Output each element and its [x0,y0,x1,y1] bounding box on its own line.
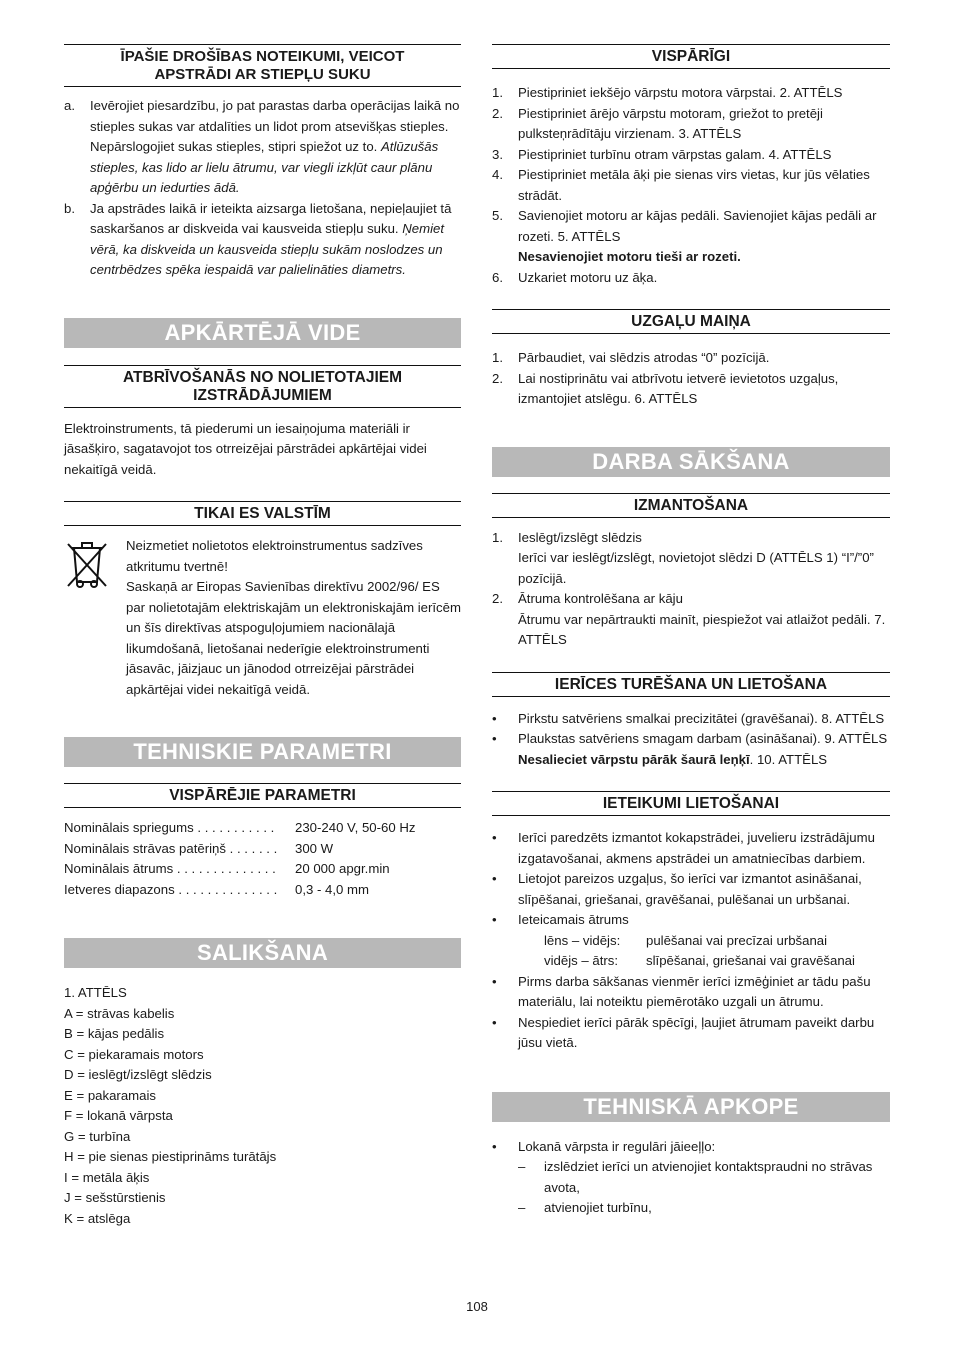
dash-item [492,1157,890,1198]
list-item [492,83,890,104]
part-item: A = strāvas kabelis [64,1005,175,1021]
bullet: • [492,912,497,927]
list-text: Piestipriniet ārējo vārpstu motoram, griežot to pretēji pulksteņrādītāju virzienam. 3. ATTĒLS [518,105,823,141]
dash-marker: – [518,1159,526,1174]
bullet: • [492,973,497,989]
list-title: Ātruma kontrolēšana ar kāju [518,591,683,606]
safety-item-text: Ja apstrādes laikā ir ieteikta aizsarga lietošana, nepieļaujiet tā saskaršanos ar diskveida vai kausveida stiepļu suku. [90,200,452,236]
weee-block [64,536,461,700]
list-item [492,104,890,145]
holding-heading: IERĪCES TURĒŠANA UN LIETOŠANA [492,672,890,697]
list-item [492,589,890,651]
bullet-text: Ierīci paredzēts izmantot kokapstrādei, juvelieru izstrādājumu izgatavošanai, akmens apstrādei un amatniecības darbiem. [518,830,875,866]
spec-row [64,818,461,839]
bullet: • [492,1014,497,1030]
left-column [64,44,461,1229]
bullet-text: Pirkstu satvēriens smalkai precizitātei (gravēšanai). 8. ATTĒLS [518,710,885,726]
part-item: G = turbīna [64,1128,131,1144]
list-item [492,145,890,166]
spec-row [64,839,461,860]
list-text: Savienojiet motoru ar kājas pedāli. Savienojiet kājas pedāli ar rozeti. 5. ATTĒLS [518,208,877,244]
environment-band: APKĀRTĒJĀ VIDE [64,318,461,348]
bullet: • [492,710,497,726]
bullet-text: Lokanā vārpsta ir regulāri jāieeļļo: [518,1138,716,1154]
speed-label: vidējs – ātrs: [544,953,619,968]
bullet-text: Pirms darba sākšanas vienmēr ierīci izmēģiniet ar tādu pašu materiālu, lai noteiktu piemērotāko uzgali un ātrumu. [518,973,871,1009]
safety-heading-line2: APSTRĀDI AR STIEPĻU SUKU [154,66,371,83]
list-text: Piestipriniet metāla āķi pie sienas virs vietas, kur jūs vēlaties strādāt. [518,167,870,203]
list-marker: 3. [492,146,503,162]
part-item: K = atslēga [64,1210,131,1226]
start-band: DARBA SĀKŠANA [492,447,890,477]
list-marker: b. [64,200,75,216]
speed-label: lēns – vidējs: [544,932,621,948]
bullet: • [492,1138,497,1154]
bullet: • [492,871,497,886]
spec-label: Nominālais spriegums . . . . . . . . . . . [64,820,275,835]
part-item: J = sešstūrstienis [64,1190,166,1205]
safety-item-b [64,199,461,281]
bullet-text: Plaukstas satvēriens smagam darbam (asināšanai). 9. ATTĒLS [518,731,888,746]
spec-row [64,859,461,880]
list-text: Pārbaudiet, vai slēdzis atrodas “0” pozīcijā. [518,350,770,365]
dash-text: izslēdziet ierīci un atvienojiet kontaktspraudni no strāvas avota, [544,1159,873,1195]
bullet-item [492,709,890,730]
bullet-text: Nespiediet ierīci pārāk spēcīgi, ļaujiet ātrumam paveikt darbu jūsu vietā. [518,1014,875,1050]
list-text: Uzkariet motoru uz āķa. [518,269,658,285]
eu-text-1: Neizmetiet nolietotos elektroinstrumentus sadzīves atkritumu tvertnē! [126,538,423,574]
list-marker: 1. [492,529,503,545]
bold-note-row [492,247,890,268]
disposal-heading [64,365,461,408]
bullet-item [492,910,890,931]
safety-heading [64,44,461,87]
list-marker: 5. [492,208,503,223]
right-column [492,44,890,1219]
list-marker: a. [64,98,75,113]
disposal-text: Elektroinstruments, tā piederumi un iesaiņojuma materiāli ir jāsašķiro, sagatavojot tos otrreizējai pārstrādei apkārtējai videi nekaitīgā veidā. [64,420,427,477]
bullet-item [492,1137,890,1158]
bold-note: Nesalieciet vārpstu pārāk šaurā leņķī [518,751,750,767]
list-marker: 2. [492,370,503,386]
safety-item-italic: Atlūzušās stieples, kas lido ar lielu ātrumu, var viegli izkļūt caur plānu apģērbu un iedurties ādā. [90,139,439,195]
disposal-heading-line2: IZSTRĀDĀJUMIEM [193,386,332,404]
spec-label: Nominālais strāvas patēriņš . . . . . . . [64,840,278,856]
bit-change-heading: UZGAĻU MAIŅA [492,309,890,334]
list-item [492,528,890,590]
general-heading: VISPĀRĪGI [492,44,890,69]
spec-label: Nominālais ātrums . . . . . . . . . . . . . . [64,861,276,876]
part-item: I = metāla āķis [64,1169,150,1185]
list-item [492,268,890,289]
bullet-text: Lietojot pareizos uzgaļus, šo ierīci var izmantot asināšanai, slīpēšanai, griešanai, gravēšanai, pulēšanai un urbšanai. [518,871,862,907]
spec-label: Ietveres diapazons . . . . . . . . . . . . . . [64,881,278,897]
spec-row [64,880,461,901]
spec-value: 0,3 - 4,0 mm [295,881,370,897]
list-text: Lai nostiprinātu vai atbrīvotu ietverē ievietotos uzgaļus, izmantojiet atslēgu. 6. ATTĒLS [518,370,839,406]
speed-value: slīpēšanai, griešanai vai gravēšanai [646,953,855,968]
maintenance-band: TEHNISKĀ APKOPE [492,1092,890,1122]
list-marker: 1. [492,350,503,365]
page-number: 108 [466,1299,488,1314]
list-item [492,348,890,369]
eu-text-2: Saskaņā ar Eiropas Savienības direktīvu 2002/96/ ES par nolietotajām elektriskajām un elektroniskajām ierīcēm un šīs direktīvas atspoguļojumiem nacionālajā likumdošanā, lietošanai nederīgie elektroinstrumenti jāsavāc, jāizjauc un jānodod otrreizējai pārstrādei apkārtējai videi nekaitīgā veidā. [126,579,461,697]
tips-heading: IETEIKUMI LIETOŠANAI [492,791,890,816]
spec-value: 300 W [295,840,334,856]
part-item: B = kājas pedālis [64,1026,165,1041]
list-item [492,206,890,247]
general-params-heading: VISPĀRĒJIE PARAMETRI [64,783,461,808]
list-marker: 2. [492,105,503,121]
list-text: Piestipriniet iekšējo vārpstu motora vārpstai. 2. ATTĒLS [518,85,843,100]
bullet-item [492,869,890,910]
bold-note-row [492,750,890,771]
dash-marker: – [518,1200,526,1215]
spec-value: 230-240 V, 50-60 Hz [295,820,416,835]
dash-item [492,1198,890,1219]
list-marker: 4. [492,167,503,182]
list-marker: 2. [492,591,503,606]
disposal-heading-line1: ATBRĪVOŠANĀS NO NOLIETOTAJIEM [122,368,402,386]
assembly-band: SALIKŠANA [64,938,461,968]
part-item: D = ieslēgt/izslēgt slēdzis [64,1067,212,1082]
tech-band: TEHNISKIE PARAMETRI [64,737,461,767]
safety-heading-line1: ĪPAŠIE DROŠĪBAS NOTEIKUMI, VEICOT [120,48,405,65]
bullet-text: Ieteicamais ātrums [518,912,629,927]
eu-heading: TIKAI ES VALSTĪM [64,501,461,526]
part-item: F = lokanā vārpsta [64,1108,173,1123]
bullet-item [492,828,890,869]
crossed-bin-icon [64,536,126,700]
safety-item-text: Ievērojiet piesardzību, jo pat parastas darba operācijas laikā no stieples sukas var atdalīties un lidot prom atsevišķas stieples. Nepārslogojiet sukas stieples, stipri spiežot uz to. [90,98,460,154]
part-item: C = piekaramais motors [64,1046,204,1062]
part-item: E = pakaramais [64,1087,156,1103]
bullet: • [492,731,497,746]
dash-text: atvienojiet turbīnu, [544,1200,652,1215]
figure-ref: 1. ATTĒLS [64,985,127,1000]
speed-row [492,931,890,952]
bullet: • [492,830,497,845]
list-marker: 1. [492,85,503,100]
usage-heading: IZMANTOŠANA [492,493,890,518]
note-tail: . 10. ATTĒLS [749,751,828,767]
speed-row [492,951,890,972]
bullet-item [492,972,890,1013]
spec-value: 20 000 apgr.min [295,861,390,876]
list-item [492,369,890,410]
list-text: Piestipriniet turbīnu otram vārpstas galam. 4. ATTĒLS [518,146,832,162]
bullet-item [492,729,890,750]
bullet-item [492,1013,890,1054]
bold-note: Nesavienojiet motoru tieši ar rozeti. [518,249,741,264]
safety-item-a [64,96,461,199]
list-title: Ieslēgt/izslēgt slēdzis [518,529,642,545]
speed-value: pulēšanai vai precīzai urbšanai [646,932,828,948]
list-text: Ātrumu var nepārtraukti mainīt, piespiežot vai atlaižot pedāli. 7. ATTĒLS [518,611,886,647]
safety-item-italic: Ņemiet vērā, ka diskveida un kausveida stiepļu sukām noslodzes un centrbēdzes spēka iespaidā var palielināties diametrs. [90,221,445,277]
part-item: H = pie sienas piestiprināms turātājs [64,1149,277,1164]
list-marker: 6. [492,269,503,285]
list-text: Ierīci var ieslēgt/izslēgt, novietojot slēdzi D (ATTĒLS 1) “I”/”0” pozīcijā. [518,550,874,586]
list-item [492,165,890,206]
